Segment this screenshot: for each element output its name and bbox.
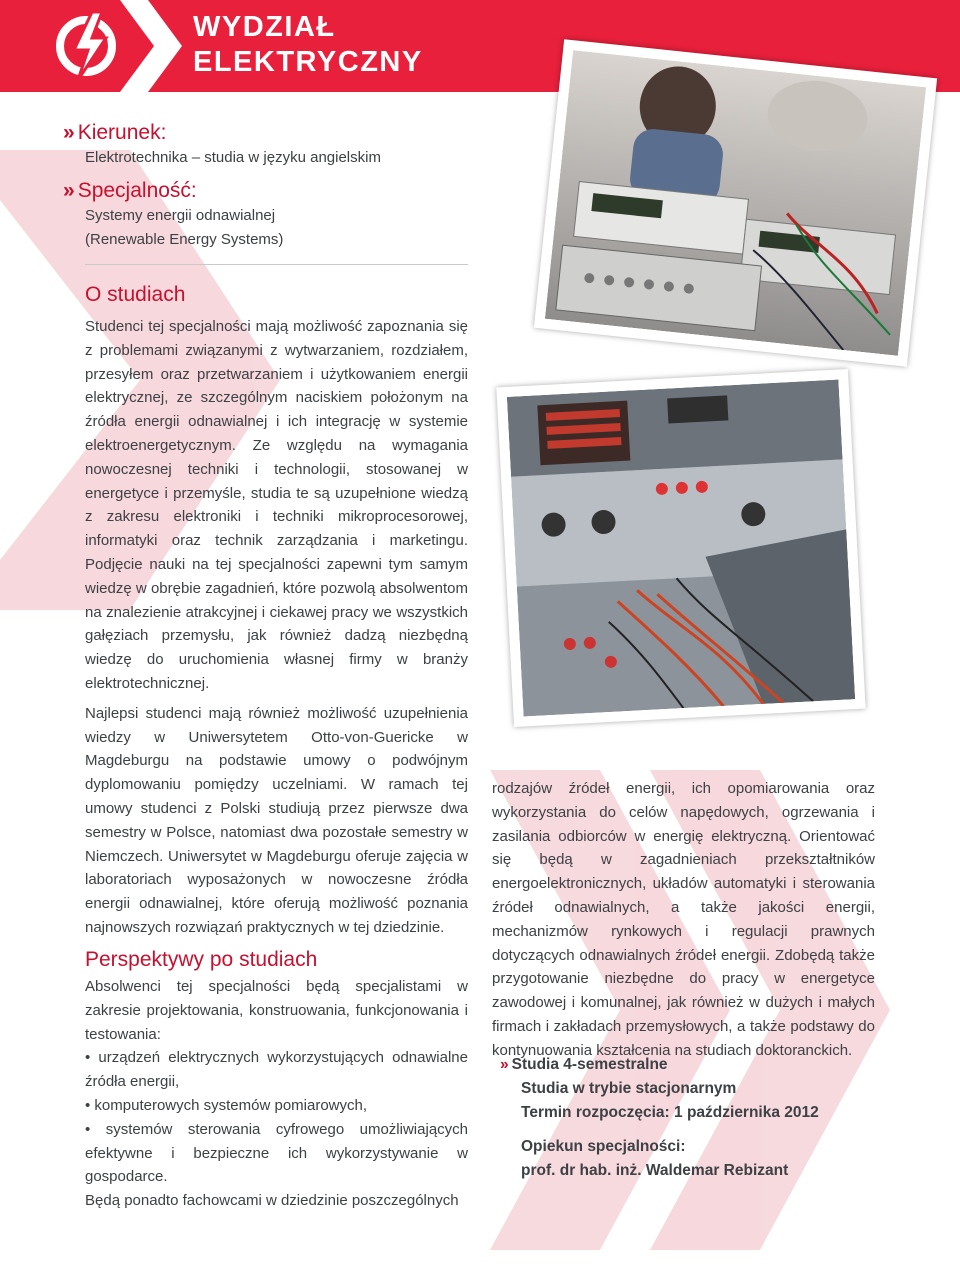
info-line-4: Opiekun specjalności: bbox=[521, 1138, 686, 1155]
o-studiach-heading: O studiach bbox=[85, 283, 186, 306]
kierunek-heading bbox=[63, 120, 473, 146]
chevron-right-icon: » bbox=[63, 121, 72, 144]
info-line-3: Termin rozpoczęcia: 1 października 2012 bbox=[521, 1104, 819, 1121]
divider bbox=[85, 264, 468, 265]
specjalnosc-heading bbox=[63, 178, 473, 204]
info-line-1 bbox=[500, 1053, 819, 1077]
specjalnosc-section bbox=[63, 178, 473, 252]
page-title bbox=[193, 10, 423, 80]
info-block bbox=[500, 1053, 819, 1183]
title-line-1: WYDZIAŁ bbox=[193, 11, 336, 43]
list-item: • systemów sterowania cyfrowego umożliwiających efektywne i bezpieczne ich wykorzystywanie w gospodarce. bbox=[85, 1120, 468, 1186]
perspektywy-heading: Perspektywy po studiach bbox=[85, 948, 318, 971]
info-line-5: prof. dr hab. inż. Waldemar Rebizant bbox=[521, 1162, 789, 1179]
info-line-2: Studia w trybie stacjonarnym bbox=[521, 1080, 737, 1097]
o-studiach-para-1: Studenci tej specjalności mają możliwość zapoznania się z problemami związanymi z wytwarzaniem, rozdziałem, przesyłem oraz przetwarzaniem i użytkowaniem energii elektrycznej, ze szczególnym naciskiem położonym na źródła energii odnawialnej i ich integrację w systemie elektroenergetycznym. Ze względu na wymagania nowoczesnej techniki i technologii, stosowanej w energetyce i przemyśle, studia te są uzupełnione wiedzą z zakresu elektroniki i techniki mikroprocesorowej, informatyki oraz technik zarządzania i marketingu. Podjęcie nauki na tej specjalności zapewni tym samym wiedzę w obrębie zagadnień, które pozwolą absolwentom na znalezienie atrakcyjnej i ciekawej pracy we wszystkich gałęziach przemysłu, jak również dadzą niezbędną wiedzę do uruchomienia własnej firmy w branży elektrotechnicznej. bbox=[85, 318, 468, 692]
kierunek-heading-text: Kierunek: bbox=[77, 121, 167, 144]
lightning-logo-icon bbox=[52, 8, 126, 82]
perspektywy-body bbox=[85, 975, 468, 1213]
panel-photo bbox=[507, 380, 855, 717]
kierunek-section bbox=[63, 120, 473, 170]
perspektywy-tail: Będą ponadto fachowcami w dziedzinie poszczególnych bbox=[85, 1192, 459, 1210]
specjalnosc-line-2: (Renewable Energy Systems) bbox=[85, 231, 284, 248]
list-item: • urządzeń elektrycznych wykorzystujących odnawialne źródła energii, bbox=[85, 1049, 468, 1091]
lab-photo bbox=[545, 50, 926, 356]
photo-frame-panel bbox=[496, 369, 865, 727]
perspektywy-continued: rodzajów źródeł energii, ich opomiarowania oraz wykorzystania do celów napędowych, ogrzewania i zasilania odbiorców w energię elektryczną. Orientować się będą w zagadnieniach przekształtników energoelektronicznych, układów automatyki i sterowania źródeł odnawialnych, a także jakości energii, mechanizmów rynkowych i regulacji prawnych dotyczących odnawialnych źródeł energii. Zdobędą także przygotowanie niezbędne do pracy w energetyce zawodowej i komunalnej, jak również w dużych i małych firmach i zakładach przemysłowych, a także podstawy do kontynuowania kształcenia na studiach doktoranckich. bbox=[492, 780, 875, 1059]
perspektywy-list bbox=[85, 1046, 468, 1189]
title-line-2: ELEKTRYCZNY bbox=[193, 46, 423, 78]
kierunek-value: Elektrotechnika – studia w języku angielskim bbox=[85, 149, 381, 166]
list-item: • komputerowych systemów pomiarowych, bbox=[85, 1096, 368, 1114]
panel-photo-image bbox=[507, 380, 855, 717]
perspektywy-intro: Absolwenci tej specjalności będą specjalistami w zakresie projektowania, konstruowania, funkcjonowania i testowania: bbox=[85, 978, 468, 1043]
specjalnosc-line-1: Systemy energii odnawialnej bbox=[85, 207, 276, 224]
o-studiach-body bbox=[85, 315, 468, 940]
chevron-right-icon: » bbox=[500, 1056, 506, 1073]
lab-photo-image bbox=[545, 50, 926, 356]
o-studiach-para-2: Najlepsi studenci mają również możliwość uzupełnienia wiedzy w Uniwersytetem Otto-von-Guericke w Magdeburgu na podstawie umowy o podwójnym dyplomowaniu pomiędzy uczelniami. W ramach tej umowy studenci z Polski studiują przez pierwsze dwa semestry w Polsce, natomiast dwa pozostałe semestry w Niemczech. Uniwersytet w Magdeburgu oferuje zajęcia w laboratoriach wyposażonych w nowoczesne źródła energii odnawialnej, które oferują możliwość poznania najnowszych rozwiązań praktycznych w tej dziedzinie. bbox=[85, 704, 468, 936]
info-line-1-text: Studia 4-semestralne bbox=[511, 1056, 668, 1073]
specjalnosc-heading-text: Specjalność: bbox=[77, 179, 197, 202]
header-chevron-divider bbox=[120, 0, 190, 92]
chevron-right-icon: » bbox=[63, 179, 72, 202]
photo-frame-lab bbox=[534, 39, 937, 367]
